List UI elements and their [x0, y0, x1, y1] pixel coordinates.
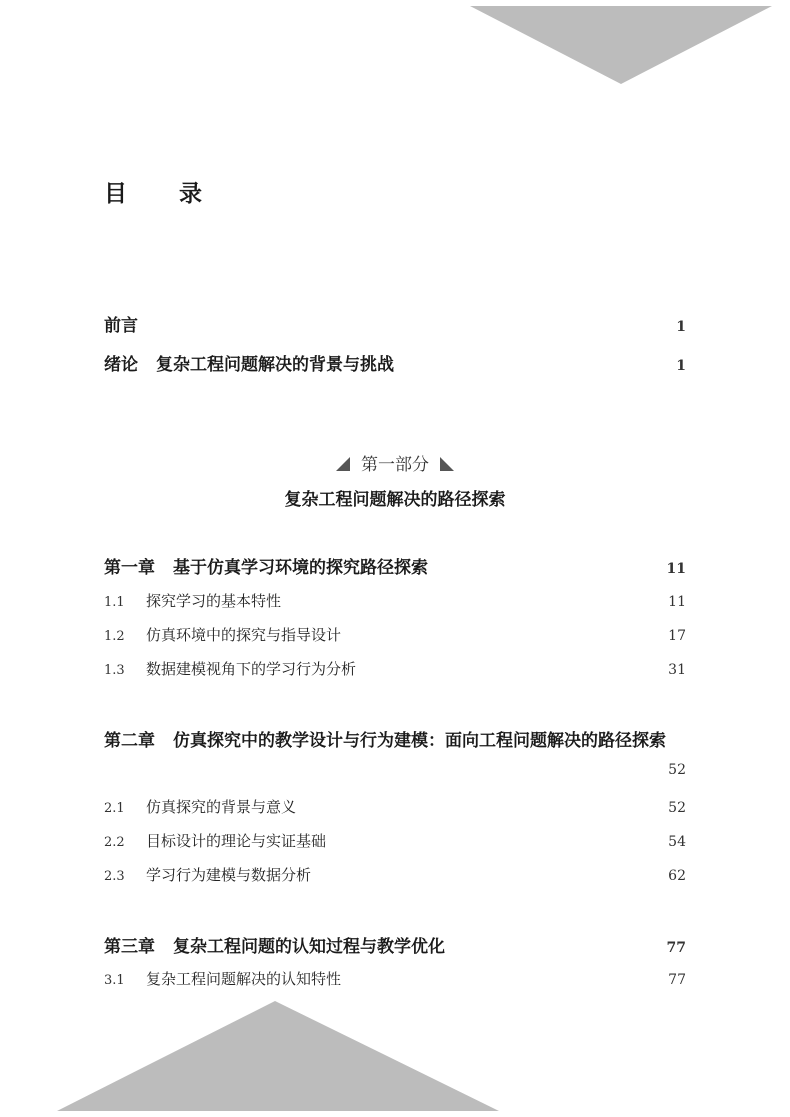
toc-entry-number: 2.1 — [104, 801, 125, 816]
triangle-left-icon — [336, 457, 350, 471]
toc-entry-page: 52 — [668, 762, 686, 778]
toc-entry-label: 复杂工程问题的认知过程与教学优化 — [173, 937, 445, 957]
part-label-text: 第一部分 — [361, 455, 429, 475]
toc-entry-page: 1 — [676, 358, 686, 374]
toc-entry-number: 第三章 — [104, 937, 155, 957]
toc-entry-number: 第一章 — [104, 558, 155, 578]
toc-entry-page: 62 — [668, 868, 686, 884]
toc-entry-number: 3.1 — [104, 973, 125, 988]
decorative-triangle-bottom — [57, 1001, 499, 1111]
toc-entry-chapter-2[interactable] — [104, 726, 666, 751]
toc-entry-number: 1.1 — [104, 595, 125, 610]
toc-entry-section-2-2[interactable] — [104, 830, 686, 851]
toc-entry-label: 仿真环境中的探究与指导设计 — [146, 626, 342, 644]
toc-entry-label: 数据建模视角下的学习行为分析 — [146, 660, 357, 678]
toc-entry-page: 31 — [668, 662, 686, 678]
title-char-1: 目 — [104, 181, 127, 207]
toc-entry-page: 11 — [668, 594, 686, 610]
toc-entry-section-1-1[interactable] — [104, 590, 686, 611]
toc-entry-label: 复杂工程问题解决的背景与挑战 — [156, 355, 394, 375]
toc-entry-page: 77 — [666, 940, 686, 956]
toc-entry-section-2-3[interactable] — [104, 864, 686, 885]
title-char-2: 录 — [179, 181, 202, 207]
triangle-right-icon — [440, 457, 454, 471]
toc-entry-label: 学习行为建模与数据分析 — [146, 866, 312, 884]
toc-entry-number: 1.3 — [104, 663, 125, 678]
part-title: 复杂工程问题解决的路径探索 — [284, 490, 506, 510]
decorative-triangle-top — [470, 6, 772, 84]
toc-entry-number: 绪论 — [104, 355, 138, 375]
toc-entry-page: 1 — [676, 319, 686, 335]
toc-entry-label: 探究学习的基本特性 — [146, 592, 282, 610]
toc-entry-chapter-3[interactable] — [104, 932, 686, 957]
toc-entry-chapter-1[interactable] — [104, 553, 686, 578]
toc-entry-label: 目标设计的理论与实证基础 — [146, 832, 327, 850]
toc-entry-label: 仿真探究的背景与意义 — [146, 798, 297, 816]
toc-entry-page: 17 — [668, 628, 686, 644]
toc-entry-number: 第二章 — [104, 731, 155, 751]
toc-entry-section-3-1[interactable] — [104, 968, 686, 989]
toc-entry-section-2-1[interactable] — [104, 796, 686, 817]
toc-entry-label: 仿真探究中的教学设计与行为建模：面向工程问题解决的路径探索 — [173, 731, 666, 751]
toc-entry-introduction[interactable] — [104, 350, 686, 375]
part-heading — [0, 450, 790, 475]
toc-entry-page: 77 — [668, 972, 686, 988]
toc-entry-preface[interactable] — [104, 311, 686, 336]
toc-entry-label: 复杂工程问题解决的认知特性 — [146, 970, 342, 988]
toc-entry-page: 54 — [668, 834, 686, 850]
toc-entry-section-1-3[interactable] — [104, 658, 686, 679]
toc-entry-page: 52 — [668, 800, 686, 816]
toc-entry-number: 2.2 — [104, 835, 125, 850]
toc-entry-section-1-2[interactable] — [104, 624, 686, 645]
page-title — [104, 175, 202, 208]
toc-entry-label: 基于仿真学习环境的探究路径探索 — [173, 558, 428, 578]
toc-entry-number: 1.2 — [104, 629, 125, 644]
toc-entry-number: 2.3 — [104, 869, 125, 884]
toc-entry-label: 前言 — [104, 316, 138, 336]
toc-entry-page: 11 — [666, 561, 686, 577]
